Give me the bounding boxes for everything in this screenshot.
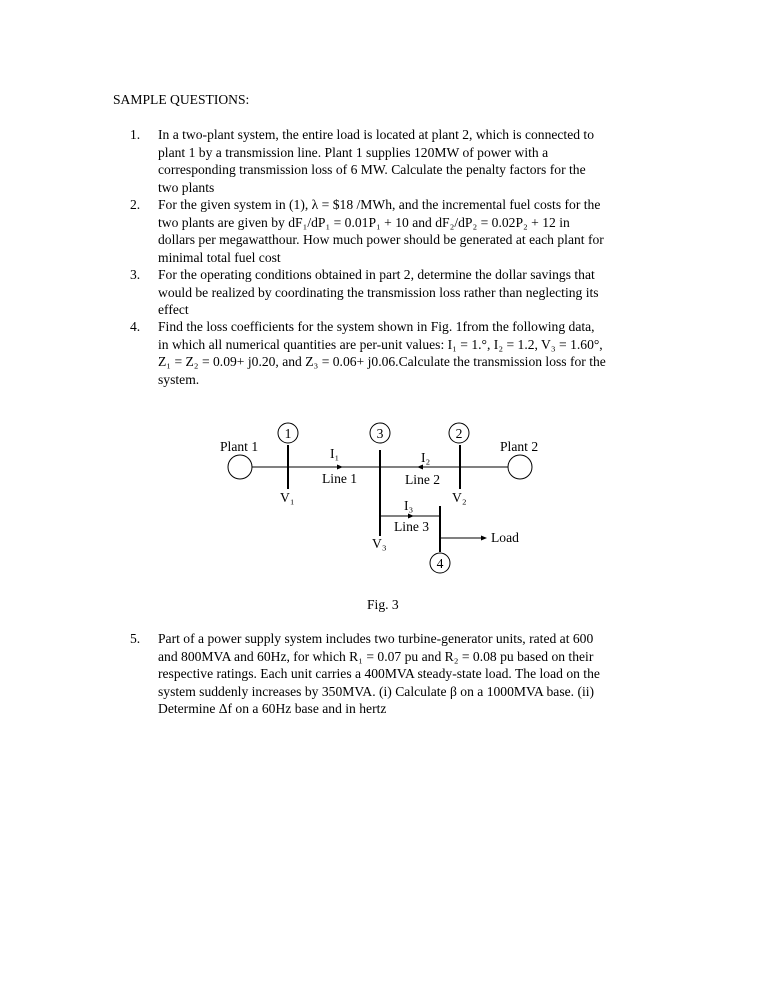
- plant-2-generator-icon: [508, 455, 532, 479]
- question-number: 2.: [130, 197, 141, 212]
- question-number: 3.: [130, 267, 141, 282]
- bus-2-label: 2: [455, 426, 463, 441]
- question-number: 5.: [130, 631, 141, 646]
- question-line: system.: [158, 371, 200, 387]
- bus-4-label: 4: [436, 556, 444, 571]
- voltage-v2-label: V₂: [452, 490, 467, 505]
- question-line: plant 1 by a transmission line. Plant 1 supplies 120MW of power with a: [158, 144, 549, 160]
- question-line: system suddenly increases by 350MVA. (i) Calculate β on a 1000MVA base. (ii): [158, 683, 595, 699]
- current-i2-label: I₂: [421, 450, 431, 465]
- question-line: Find the loss coefficients for the system shown in Fig. 1from the following data,: [158, 319, 595, 334]
- plant-2-label: Plant 2: [500, 439, 539, 454]
- question-line: Part of a power supply system includes two turbine-generator units, rated at 600: [158, 631, 594, 646]
- current-i3-label: I₃: [404, 498, 414, 513]
- question-line: two plants are given by dF₁/dP₁ = 0.01P₁ + 10 and dF₂/dP₂ = 0.02P₂ + 12 in: [158, 214, 570, 230]
- i3-arrow-icon: [408, 514, 414, 519]
- current-i1-label: I₁: [330, 446, 340, 461]
- question-line: would be realized by coordinating the transmission loss rather than neglecting its: [158, 284, 599, 300]
- plant-1-label: Plant 1: [220, 439, 259, 454]
- question-line: corresponding transmission loss of 6 MW. Calculate the penalty factors for the: [158, 162, 586, 178]
- question-line: dollars per megawatthour. How much power should be generated at each plant for: [158, 232, 604, 248]
- question-line: For the operating conditions obtained in part 2, determine the dollar savings that: [158, 267, 595, 282]
- bus-1-label: 1: [284, 426, 292, 441]
- line-2-label: Line 2: [405, 472, 441, 487]
- question-line: Z₁ = Z₂ = 0.09+ j0.20, and Z₃ = 0.06+ j0.06.Calculate the transmission loss for the: [158, 354, 606, 370]
- question-line: respective ratings. Each unit carries a 400MVA steady-state load. The load on the: [158, 666, 600, 682]
- plant-1-generator-icon: [228, 455, 252, 479]
- bus-3-label: 3: [376, 426, 384, 441]
- question-line: effect: [158, 302, 189, 318]
- question-line: In a two-plant system, the entire load is located at plant 2, which is connected to: [158, 127, 595, 142]
- i1-arrow-icon: [337, 465, 343, 470]
- question-number: 4.: [130, 319, 141, 334]
- question-line: Determine Δf on a 60Hz base and in hertz: [158, 701, 387, 717]
- question-number: 1.: [130, 127, 141, 142]
- voltage-v3-label: V₃: [372, 536, 387, 551]
- question-line: and 800MVA and 60Hz, for which R₁ = 0.07 pu and R₂ = 0.08 pu based on their: [158, 648, 594, 664]
- voltage-v1-label: V₁: [280, 490, 295, 505]
- line-3-label: Line 3: [394, 519, 430, 534]
- i2-arrow-icon: [417, 465, 423, 470]
- question-line: two plants: [158, 179, 215, 195]
- question-5: [130, 630, 660, 718]
- load-label: Load: [491, 530, 519, 545]
- load-arrow-icon: [481, 536, 487, 541]
- question-line: minimal total fuel cost: [158, 249, 281, 265]
- question-line: For the given system in (1), λ = $18 /MWh, and the incremental fuel costs for the: [158, 197, 601, 212]
- line-1-label: Line 1: [322, 471, 358, 486]
- question-line: in which all numerical quantities are per-unit values: I₁ = 1.°, I₂ = 1.2, V₃ = 1.60°,: [158, 336, 603, 352]
- figure-caption: Fig. 3: [367, 597, 399, 612]
- page-heading: SAMPLE QUESTIONS:: [113, 92, 250, 107]
